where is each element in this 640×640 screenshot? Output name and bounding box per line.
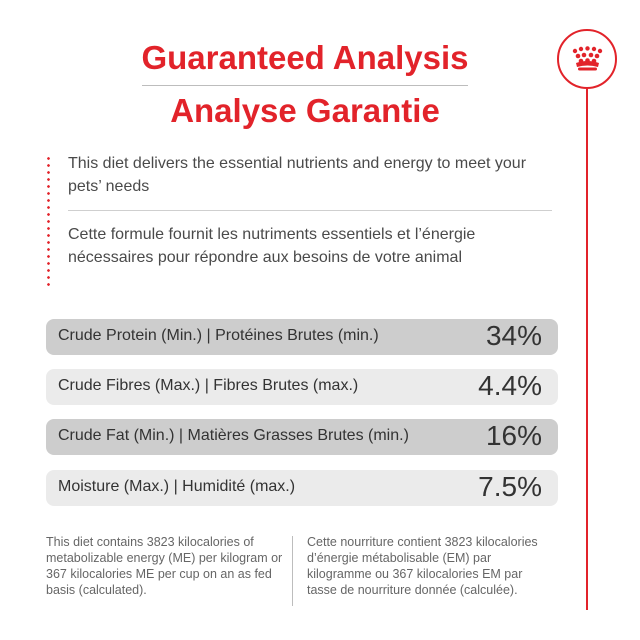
intro-text-english: This diet delivers the essential nutrients and energy to meet your pets’ needs — [68, 155, 527, 195]
nutrient-row-protein — [46, 319, 558, 355]
intro-text-french: Cette formule fournit les nutriments essentiels et l’énergie nécessaires pour répondre aux besoins de votre animal — [68, 226, 476, 266]
dotted-accent-line — [47, 155, 50, 290]
nutrient-value: 4.4% — [478, 370, 542, 401]
intro-divider — [68, 210, 552, 211]
brand-accent-line — [586, 89, 588, 610]
title-divider — [142, 85, 468, 86]
nutrient-label: Crude Fibres (Max.) | Fibres Brutes (max.) — [58, 377, 359, 394]
nutrient-value: 7.5% — [478, 471, 542, 502]
footnote-french: Cette nourriture contient 3823 kilocalories d’énergie métabolisable (EM) par kilogramme ou 367 kilocalories EM par tasse de nourriture donnée (calculée). — [307, 535, 538, 597]
crown-icon — [571, 46, 604, 72]
nutrient-row-fibre — [46, 369, 558, 405]
title-french: Analyse Garantie — [170, 92, 440, 129]
title-english: Guaranteed Analysis — [141, 39, 469, 76]
nutrient-row-fat — [46, 419, 558, 455]
footnote-english: This diet contains 3823 kilocalories of metabolizable energy (ME) per kilogram or 367 kilocalories ME per cup on an as fed basis (calculated). — [46, 535, 283, 597]
nutrient-row-moisture — [46, 470, 558, 506]
footnote-divider — [292, 536, 293, 606]
brand-badge — [557, 29, 617, 89]
nutrient-label: Crude Fat (Min.) | Matières Grasses Brutes (min.) — [58, 427, 409, 444]
nutrient-label: Crude Protein (Min.) | Protéines Brutes (min.) — [58, 327, 379, 344]
nutrient-value: 16% — [485, 420, 542, 451]
nutrient-value: 34% — [485, 320, 542, 351]
nutrient-label: Moisture (Max.) | Humidité (max.) — [58, 478, 296, 495]
